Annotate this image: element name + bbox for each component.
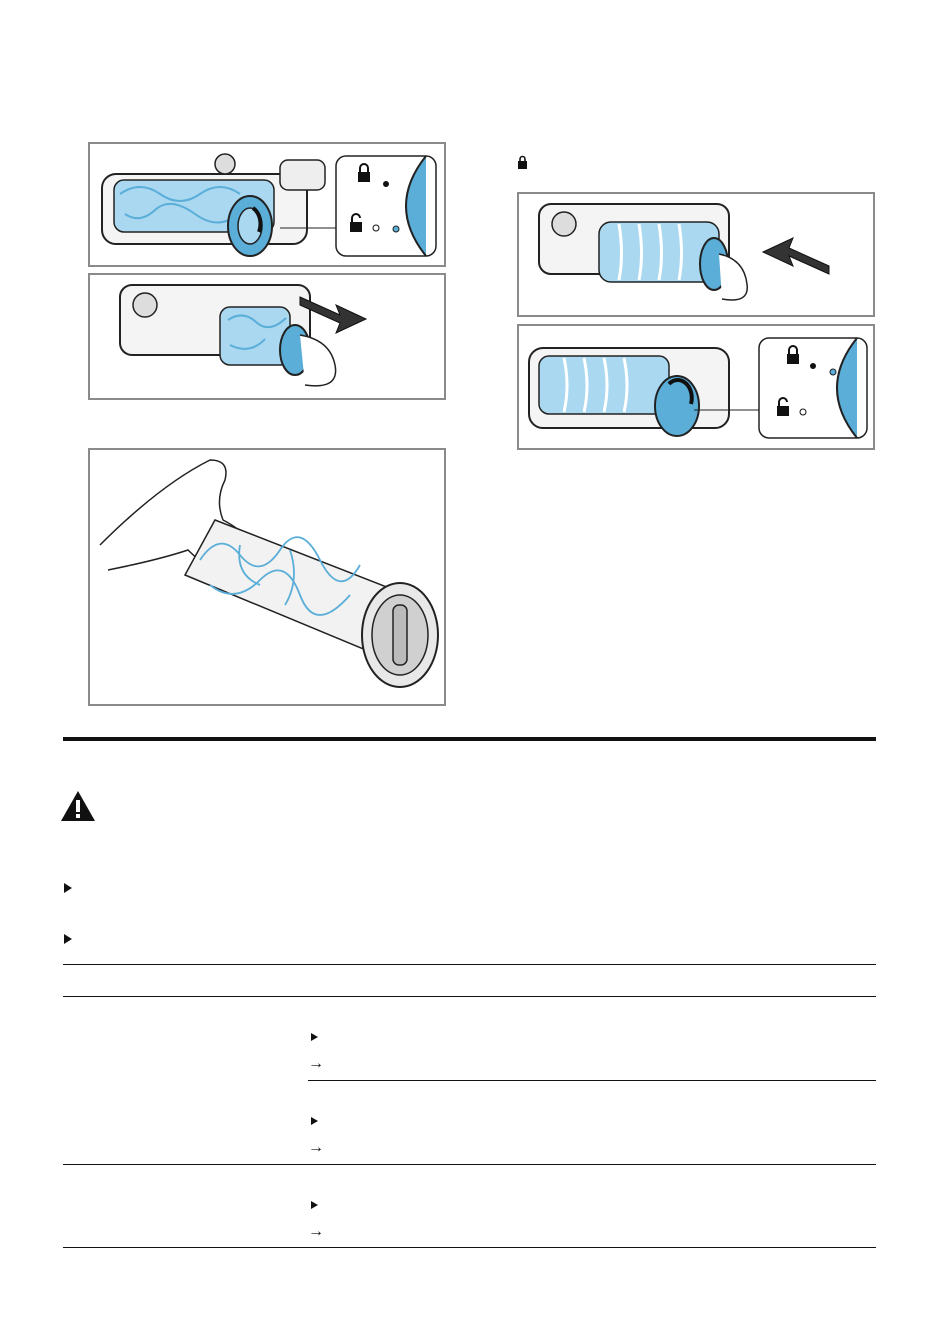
table-header-top-rule bbox=[63, 964, 876, 965]
illustration-pull-roller bbox=[88, 273, 446, 400]
triangle-bullet-icon bbox=[311, 1117, 318, 1125]
table-header-bottom-rule bbox=[63, 996, 876, 997]
right-arrow-icon: → bbox=[308, 1223, 324, 1240]
table-bottom-rule bbox=[63, 1247, 876, 1248]
triangle-bullet-icon bbox=[64, 883, 72, 893]
triangle-bullet-icon bbox=[311, 1201, 318, 1209]
illustration-clean-roller bbox=[88, 448, 446, 706]
table-subrow-rule bbox=[308, 1080, 876, 1081]
triangle-bullet-icon bbox=[311, 1033, 318, 1041]
right-arrow-icon: → bbox=[308, 1139, 324, 1156]
illustration-insert-roller bbox=[517, 192, 875, 317]
right-arrow-icon: → bbox=[308, 1055, 324, 1072]
illustration-lock-cap bbox=[517, 324, 875, 450]
lock-icon bbox=[517, 155, 528, 173]
illustration-unlock-cap bbox=[88, 142, 446, 267]
section-rule bbox=[63, 737, 876, 741]
triangle-bullet-icon bbox=[64, 934, 72, 944]
warning-triangle-icon bbox=[60, 790, 96, 827]
table-row-rule bbox=[63, 1164, 876, 1165]
